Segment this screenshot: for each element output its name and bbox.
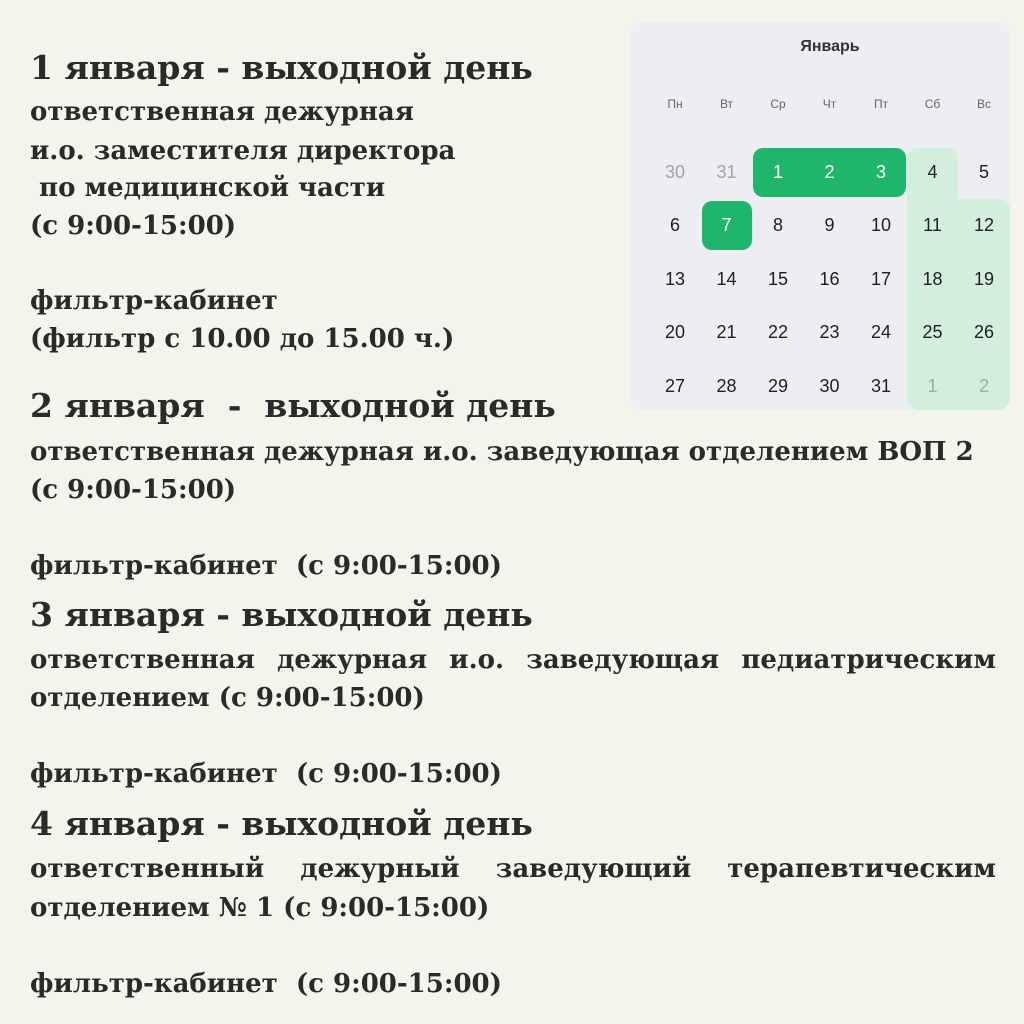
calendar-day[interactable]: 17	[870, 268, 892, 289]
calendar-day[interactable]: 30	[664, 161, 686, 182]
day-4-duty-line: ответственный дежурный заведующий терапевтическим	[30, 854, 996, 884]
calendar-day[interactable]: 13	[664, 268, 686, 289]
calendar-day[interactable]: 4	[927, 161, 938, 182]
calendar-day-selected[interactable]: 3	[875, 161, 886, 182]
calendar-month-title: Январь	[800, 38, 860, 55]
calendar-day-selected[interactable]: 2	[824, 161, 835, 182]
calendar-day[interactable]: 1	[927, 375, 938, 396]
weekday-header: Пн	[667, 97, 683, 111]
calendar-day[interactable]: 26	[973, 322, 995, 342]
calendar-day[interactable]: 28	[716, 375, 737, 396]
calendar-day[interactable]: 24	[870, 322, 892, 342]
day-4-duty-hours: отделением № 1 (с 9:00-15:00)	[30, 893, 490, 923]
day-1-duty-line: и.о. заместителя директора	[30, 136, 456, 166]
calendar-day[interactable]: 22	[767, 322, 789, 342]
calendar-day[interactable]: 30	[819, 375, 840, 396]
calendar-day[interactable]: 18	[922, 268, 943, 289]
calendar-day[interactable]: 20	[664, 322, 686, 342]
day-2-filter-line: фильтр-кабинет (с 9:00-15:00)	[30, 551, 502, 581]
weekday-header: Пт	[873, 97, 889, 111]
calendar-day[interactable]: 31	[870, 375, 892, 396]
calendar-day-selected[interactable]: 1	[772, 161, 783, 182]
calendar-day-selected[interactable]: 7	[721, 215, 732, 235]
weekday-header: Вт	[719, 97, 734, 111]
day-1-duty-hours: (с 9:00-15:00)	[30, 211, 237, 241]
calendar-day[interactable]: 27	[664, 375, 686, 396]
calendar-day[interactable]: 19	[973, 268, 995, 289]
weekday-header: Чт	[822, 97, 837, 111]
calendar-day[interactable]: 15	[767, 268, 789, 289]
day-2-duty-hours: (с 9:00-15:00)	[30, 475, 237, 505]
day-3-duty-hours: отделением (с 9:00-15:00)	[30, 683, 425, 713]
calendar-day[interactable]: 9	[824, 215, 835, 235]
calendar-day[interactable]: 14	[716, 268, 737, 289]
calendar-day[interactable]: 11	[923, 215, 942, 235]
calendar-day[interactable]: 5	[978, 161, 989, 182]
calendar-day[interactable]: 12	[973, 215, 995, 235]
day-1-heading: 1 января - выходной день	[30, 48, 533, 87]
calendar-day[interactable]: 2	[978, 375, 989, 396]
day-4-heading: 4 января - выходной день	[30, 804, 533, 843]
calendar-day[interactable]: 6	[669, 215, 680, 235]
calendar-day[interactable]: 8	[772, 215, 783, 235]
day-3-filter-line: фильтр-кабинет (с 9:00-15:00)	[30, 759, 502, 789]
day-2-duty-line: ответственная дежурная и.о. заведующая отделением ВОП 2	[30, 437, 974, 467]
calendar-day[interactable]: 29	[767, 375, 789, 396]
day-1-filter-hours: (фильтр с 10.00 до 15.00 ч.)	[30, 324, 455, 354]
day-1-duty-line: ответственная дежурная	[30, 97, 414, 127]
calendar-day[interactable]: 10	[870, 215, 892, 235]
day-2-heading: 2 января - выходной день	[30, 386, 556, 425]
day-1-filter-line: фильтр-кабинет	[30, 286, 278, 316]
weekday-header: Вс	[976, 97, 991, 111]
calendar-day[interactable]: 25	[922, 322, 943, 342]
day-3-heading: 3 января - выходной день	[30, 595, 533, 634]
calendar-day[interactable]: 23	[819, 322, 840, 342]
weekday-header: Ср	[770, 97, 786, 111]
calendar-day[interactable]: 31	[716, 161, 737, 182]
day-1-duty-line: по медицинской части	[30, 173, 386, 203]
calendar-day[interactable]: 21	[716, 322, 737, 342]
day-3-duty-line: ответственная дежурная и.о. заведующая педиатрическим	[30, 645, 996, 675]
weekday-header: Сб	[924, 97, 941, 111]
calendar-day[interactable]: 16	[819, 268, 840, 289]
day-4-filter-line: фильтр-кабинет (с 9:00-15:00)	[30, 969, 502, 999]
